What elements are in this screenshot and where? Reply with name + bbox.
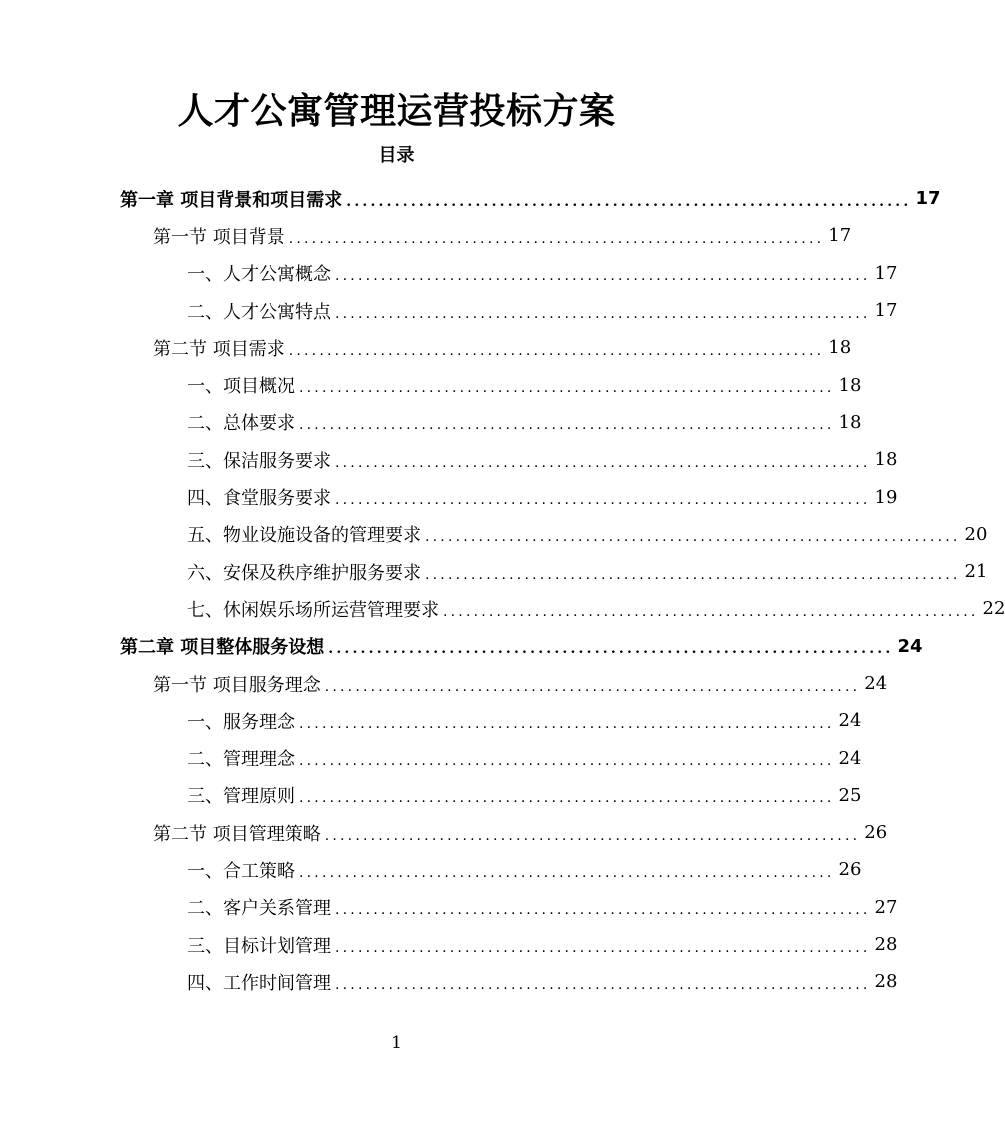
toc-entry-page-number: 28: [874, 971, 898, 993]
page-number: 1: [391, 1033, 402, 1053]
toc-subsection-entry[interactable]: [0, 441, 898, 478]
toc-entry-page-number: 24: [838, 710, 862, 732]
toc-heading: 目录: [378, 145, 415, 166]
toc-dot-leader: ......................................................................: [425, 529, 961, 546]
toc-entry-title: 二、管理理念: [187, 749, 295, 771]
toc-entry-page-number: 19: [874, 486, 898, 508]
toc-section-entry[interactable]: [0, 217, 852, 254]
toc-entry-page-number: 17: [915, 188, 941, 210]
toc-entry-title: 第一节 项目服务理念: [153, 674, 321, 696]
toc-entry-title: 第二节 项目管理策略: [153, 823, 321, 845]
toc-entry-page-number: 22: [982, 598, 1005, 620]
toc-dot-leader: ......................................................................: [324, 827, 861, 844]
toc-entry-page-number: 24: [897, 635, 923, 657]
toc-dot-leader: ......................................................................: [299, 790, 835, 807]
toc-subsection-entry[interactable]: [0, 255, 898, 292]
toc-entry-title: 五、物业设施设备的管理要求: [187, 525, 421, 547]
toc-entry-title: 第二章 项目整体服务设想: [120, 637, 325, 659]
toc-dot-leader: ......................................................................: [299, 715, 835, 732]
toc-entry-page-number: 25: [838, 784, 862, 806]
table-of-contents: [0, 180, 1005, 1001]
toc-entry-page-number: 26: [864, 822, 888, 844]
toc-dot-leader: ......................................................................: [299, 753, 835, 770]
toc-entry-page-number: 27: [874, 896, 898, 918]
toc-subsection-entry[interactable]: [0, 478, 898, 515]
toc-entry-title: 三、目标计划管理: [187, 935, 331, 957]
toc-subsection-entry[interactable]: [0, 926, 898, 963]
toc-entry-title: 一、服务理念: [187, 711, 295, 733]
toc-subsection-entry[interactable]: [0, 739, 862, 776]
toc-entry-page-number: 21: [964, 561, 988, 583]
toc-dot-leader: ......................................................................: [335, 902, 871, 919]
toc-entry-title: 三、管理原则: [187, 786, 295, 808]
toc-section-entry[interactable]: [0, 814, 888, 851]
toc-entry-page-number: 18: [828, 337, 852, 359]
toc-subsection-entry[interactable]: [0, 777, 862, 814]
toc-entry-title: 一、人才公寓概念: [187, 264, 331, 286]
toc-entry-title: 七、休闲娱乐场所运营管理要求: [187, 599, 439, 621]
toc-entry-title: 第一章 项目背景和项目需求: [120, 189, 343, 211]
toc-subsection-entry[interactable]: [0, 404, 862, 441]
toc-dot-leader: ......................................................................: [335, 492, 871, 509]
toc-entry-title: 三、保洁服务要求: [187, 450, 331, 472]
toc-entry-page-number: 24: [864, 673, 888, 694]
toc-dot-leader: ......................................................................: [324, 678, 861, 695]
toc-dot-leader: ......................................................................: [299, 417, 835, 434]
toc-dot-leader: ......................................................................: [346, 193, 912, 210]
toc-subsection-entry[interactable]: [0, 963, 898, 1000]
toc-entry-page-number: 18: [838, 374, 862, 396]
toc-subsection-entry[interactable]: [0, 366, 862, 403]
toc-subsection-entry[interactable]: [0, 851, 862, 888]
toc-entry-page-number: 17: [874, 300, 898, 322]
toc-entry-title: 四、工作时间管理: [187, 972, 331, 994]
toc-subsection-entry[interactable]: [0, 702, 862, 739]
toc-entry-page-number: 28: [874, 934, 898, 956]
toc-section-entry[interactable]: [0, 665, 888, 702]
toc-dot-leader: ......................................................................: [288, 342, 825, 359]
toc-chapter-entry[interactable]: [0, 180, 941, 217]
toc-entry-page-number: 17: [828, 225, 852, 247]
toc-entry-page-number: 18: [838, 411, 862, 433]
toc-dot-leader: ......................................................................: [288, 230, 825, 247]
toc-entry-page-number: 18: [874, 449, 898, 471]
toc-entry-page-number: 24: [838, 747, 862, 769]
toc-dot-leader: ......................................................................: [443, 603, 979, 620]
toc-subsection-entry[interactable]: [0, 292, 898, 329]
toc-subsection-entry[interactable]: [0, 516, 988, 553]
toc-dot-leader: ......................................................................: [328, 641, 894, 658]
toc-entry-title: 第二节 项目需求: [153, 338, 285, 360]
toc-dot-leader: ......................................................................: [335, 939, 871, 956]
toc-entry-title: 一、项目概况: [187, 376, 295, 398]
toc-dot-leader: ......................................................................: [335, 454, 871, 471]
toc-entry-page-number: 20: [964, 523, 988, 545]
toc-entry-title: 六、安保及秩序维护服务要求: [187, 562, 421, 584]
toc-subsection-entry[interactable]: [0, 553, 988, 590]
toc-dot-leader: ......................................................................: [299, 864, 835, 881]
toc-entry-title: 二、客户关系管理: [187, 898, 331, 920]
toc-dot-leader: ......................................................................: [335, 976, 871, 993]
toc-dot-leader: ......................................................................: [425, 566, 961, 583]
toc-subsection-entry[interactable]: [0, 889, 898, 926]
toc-entry-page-number: 17: [874, 262, 898, 284]
toc-entry-title: 四、食堂服务要求: [187, 488, 331, 510]
toc-entry-page-number: 26: [838, 859, 862, 881]
toc-chapter-entry[interactable]: [0, 628, 923, 665]
toc-entry-title: 第一节 项目背景: [153, 226, 285, 248]
toc-dot-leader: ......................................................................: [335, 268, 871, 285]
toc-dot-leader: ......................................................................: [335, 305, 871, 322]
toc-subsection-entry[interactable]: [0, 590, 1005, 627]
toc-section-entry[interactable]: [0, 329, 852, 366]
document-title: 人才公寓管理运营投标方案: [177, 91, 616, 132]
toc-entry-title: 二、总体要求: [187, 413, 295, 435]
toc-entry-title: 二、人才公寓特点: [187, 301, 331, 323]
toc-entry-title: 一、合工策略: [187, 860, 295, 882]
toc-dot-leader: ......................................................................: [299, 380, 835, 397]
